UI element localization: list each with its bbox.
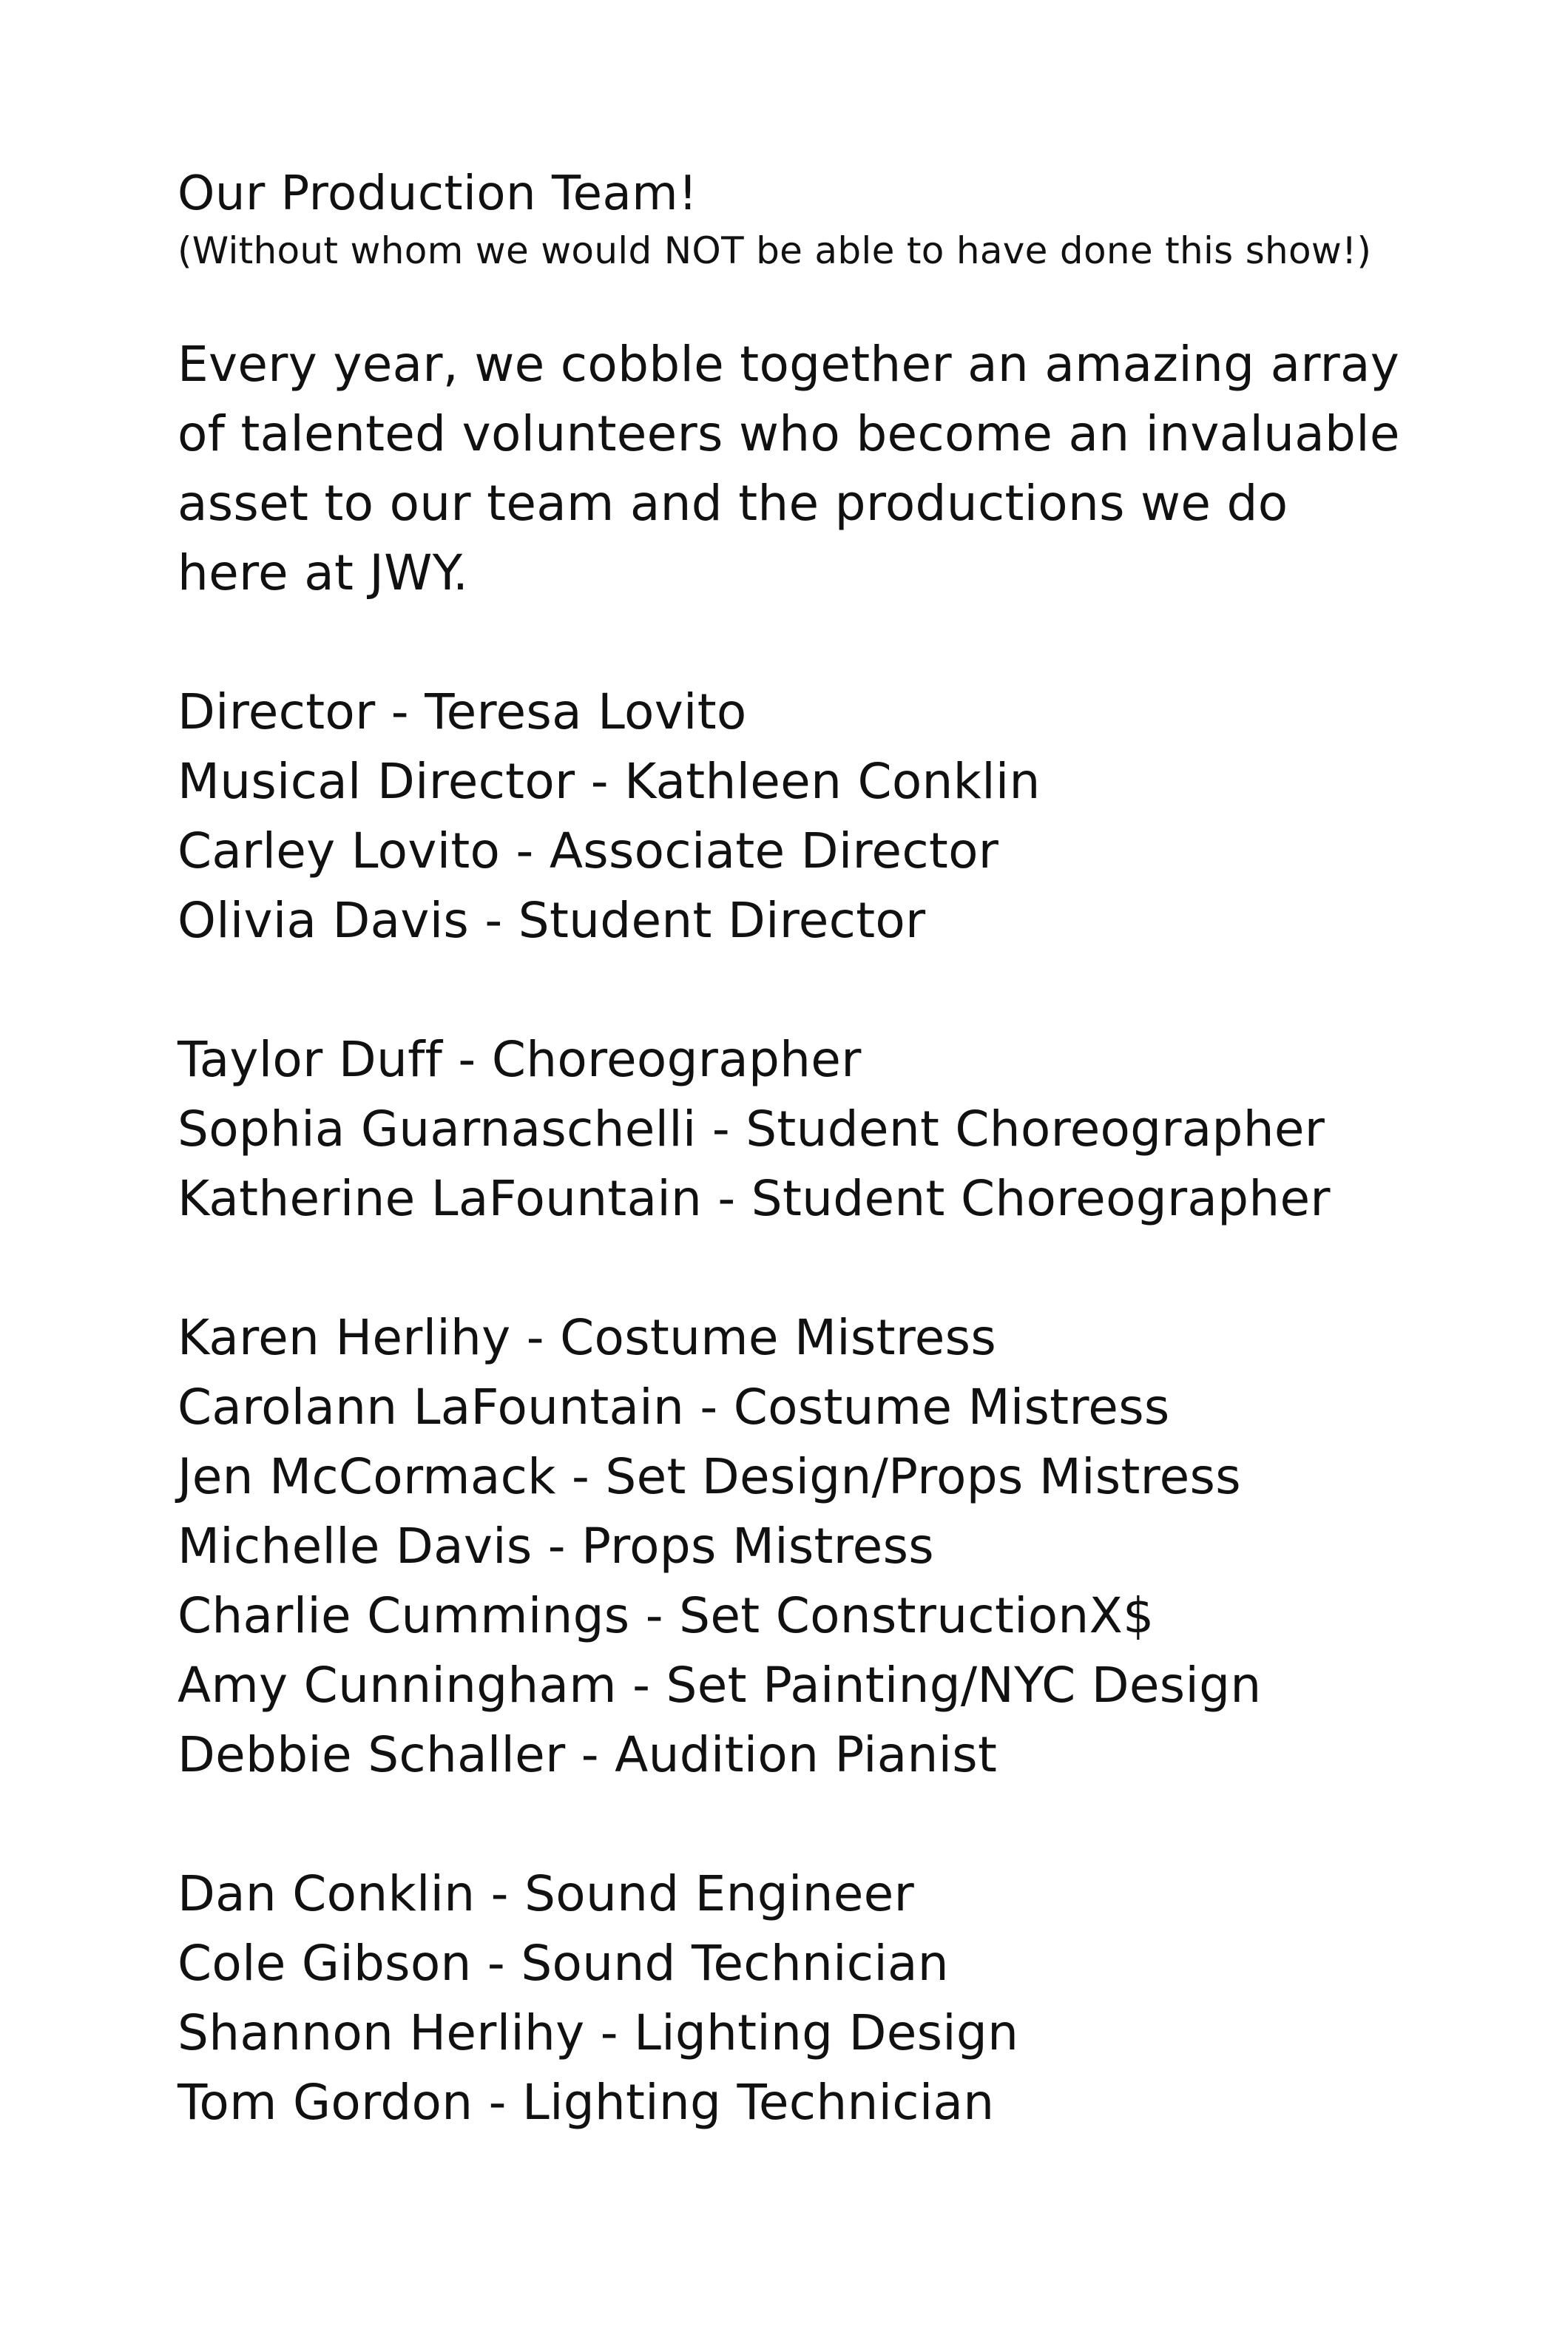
- credit-line: Taylor Duff - Choreographer: [178, 1031, 862, 1088]
- credit-line: Charlie Cummings - Set ConstructionX$: [178, 1587, 1155, 1644]
- credits-group-directors: [178, 677, 1509, 956]
- intro-paragraph: [178, 330, 1400, 608]
- credit-line: Olivia Davis - Student Director: [178, 892, 926, 949]
- document-page: [178, 163, 1509, 2207]
- intro-line: asset to our team and the productions we do: [178, 475, 1288, 532]
- page-title: Our Production Team!: [178, 166, 698, 221]
- credits-list: [178, 677, 1509, 2137]
- credits-group-choreography: [178, 1025, 1509, 1234]
- credit-line: Director - Teresa Lovito: [178, 683, 747, 740]
- credit-line: Carolann LaFountain - Costume Mistress: [178, 1379, 1170, 1436]
- credits-group-sound-lighting: [178, 1859, 1509, 2137]
- intro-line: of talented volunteers who become an invaluable: [178, 405, 1400, 462]
- credit-line: Shannon Herlihy - Lighting Design: [178, 2004, 1019, 2061]
- credit-line: Jen McCormack - Set Design/Props Mistress: [178, 1448, 1241, 1505]
- credit-line: Carley Lovito - Associate Director: [178, 822, 999, 879]
- credit-line: Dan Conklin - Sound Engineer: [178, 1865, 915, 1922]
- credit-line: Amy Cunningham - Set Painting/NYC Design: [178, 1657, 1262, 1714]
- credit-line: Sophia Guarnaschelli - Student Choreographer: [178, 1101, 1325, 1157]
- credits-group-costumes-sets: [178, 1303, 1509, 1790]
- page-subtitle: (Without whom we would NOT be able to have done this show!): [178, 229, 1372, 272]
- credit-line: Tom Gordon - Lighting Technician: [178, 2074, 995, 2131]
- intro-line: here at JWY.: [178, 544, 469, 601]
- credit-line: Karen Herlihy - Costume Mistress: [178, 1309, 997, 1366]
- credit-line: Michelle Davis - Props Mistress: [178, 1518, 934, 1575]
- credit-line: Debbie Schaller - Audition Pianist: [178, 1726, 998, 1783]
- credit-line: Katherine LaFountain - Student Choreographer: [178, 1170, 1331, 1227]
- intro-line: Every year, we cobble together an amazing array: [178, 336, 1400, 393]
- credit-line: Cole Gibson - Sound Technician: [178, 1935, 949, 1992]
- credit-line: Musical Director - Kathleen Conklin: [178, 753, 1041, 810]
